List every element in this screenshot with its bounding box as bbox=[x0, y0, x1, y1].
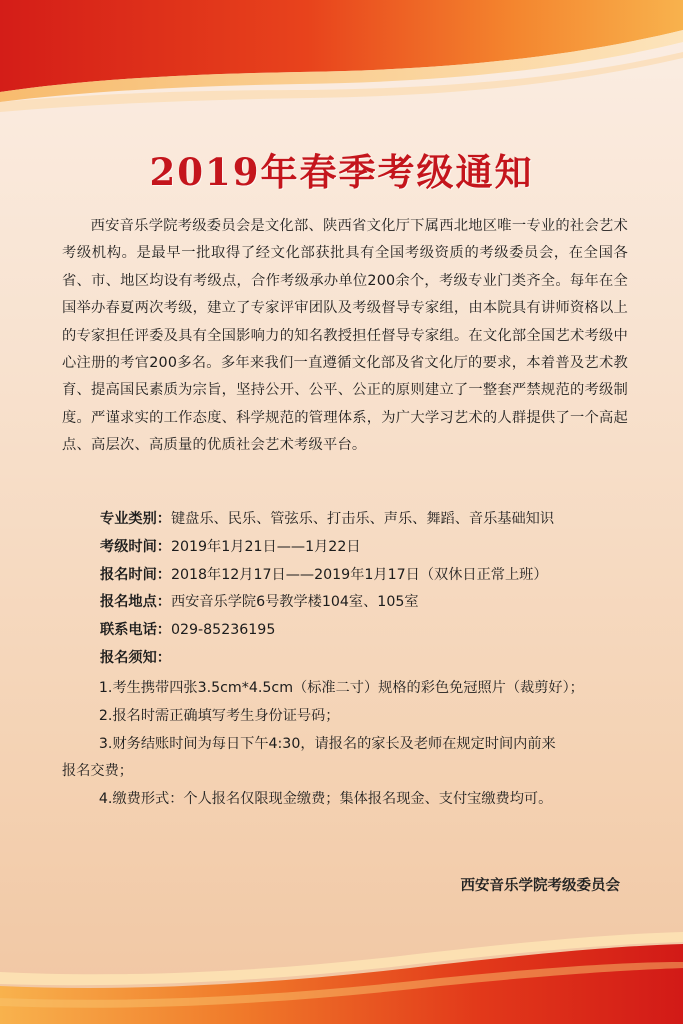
note-item: 3.财务结账时间为每日下午4:30，请报名的家长及老师在规定时间内前来 bbox=[98, 735, 556, 752]
signup-notes bbox=[62, 675, 628, 814]
exam-info bbox=[100, 506, 640, 673]
signup-place-row bbox=[100, 589, 640, 617]
bottom-banner-decoration bbox=[0, 920, 683, 1024]
signup-place-value: 西安音乐学院6号教学楼104室、105室 bbox=[170, 594, 419, 611]
signup-time-label: 报名时间： bbox=[100, 566, 171, 583]
signup-time-row bbox=[100, 562, 640, 590]
category-label: 专业类别： bbox=[100, 511, 171, 527]
note-item: 4.缴费形式：个人报名仅限现金缴费；集体报名现金、支付宝缴费均可。 bbox=[98, 791, 553, 808]
top-banner-decoration bbox=[0, 0, 683, 130]
note-item-continuation: 报名交费； bbox=[62, 763, 133, 780]
signup-time-value: 2018年12月17日——2019年1月17日（双休日正常上班） bbox=[170, 566, 548, 583]
note-item: 1.考生携带四张3.5cm*4.5cm（标准二寸）规格的彩色免冠照片（裁剪好）； bbox=[98, 680, 584, 696]
note-item: 2.报名时需正确填写考生身份证号码； bbox=[98, 707, 340, 724]
exam-time-value: 2019年1月21日——1月22日 bbox=[170, 538, 361, 555]
exam-time-label: 考级时间： bbox=[100, 538, 171, 555]
phone-value: 029-85236195 bbox=[170, 622, 276, 639]
exam-time-row bbox=[100, 534, 640, 562]
category-row bbox=[100, 506, 640, 534]
phone-label: 联系电话： bbox=[100, 622, 171, 639]
notes-title-row bbox=[100, 645, 640, 673]
intro-paragraph: 西安音乐学院考级委员会是文化部、陕西省文化厅下属西北地区唯一专业的社会艺术考级机构。是最早一批取得了经文化部获批具有全国考级资质的考级委员会，在全国各省、市、地区均设有考级点，合作考级承办单位200余个，考级专业门类齐全。每年在全国举办春夏两次考级，建立了专家评审团队及考级督导专家组，由本院具有讲师资格以上的专家担任评委及具有全国影响力的知名教授担任督导专家组。在文化部全国艺术考级中心注册的考官200多名。多年来我们一直遵循文化部及省文化厅的要求，本着普及艺术教育、提高国民素质为宗旨，坚持公开、公平、公正的原则建立了一整套严禁规范的考级制度。严谨求实的工作态度、科学规范的管理体系，为广大学习艺术的人群提供了一个高起点、高层次、高质量的优质社会艺术考级平台。 bbox=[62, 218, 628, 454]
signature: 西安音乐学院考级委员会 bbox=[460, 878, 620, 894]
signup-place-label: 报名地点： bbox=[100, 594, 171, 611]
notes-title: 报名须知： bbox=[100, 649, 171, 666]
notice-title: 2019年春季考级通知 bbox=[149, 150, 534, 194]
category-value: 键盘乐、民乐、管弦乐、打击乐、声乐、舞蹈、音乐基础知识 bbox=[170, 511, 555, 527]
phone-row bbox=[100, 617, 640, 645]
